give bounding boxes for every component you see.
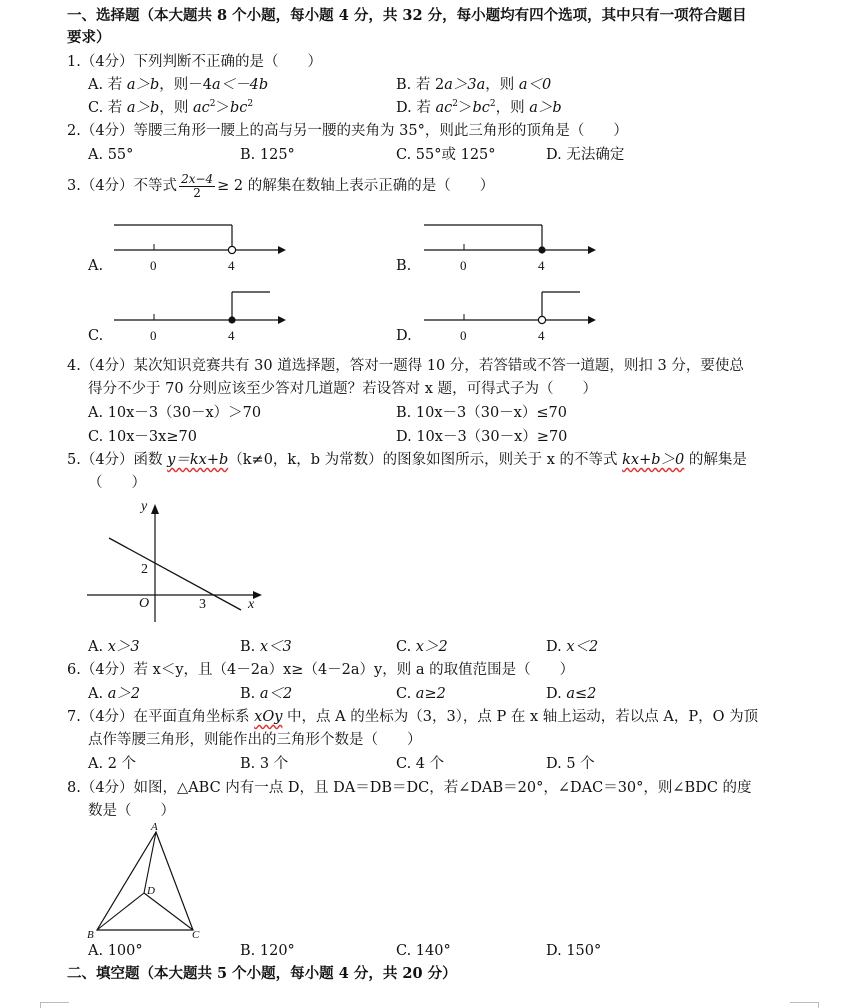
x-axis-arrow bbox=[253, 591, 262, 599]
y-axis-label: y bbox=[141, 499, 148, 514]
q7-option-a: A. 2 个 bbox=[88, 756, 137, 772]
open-point bbox=[538, 316, 545, 323]
tick-label-0: 0 bbox=[150, 258, 157, 273]
x-axis-label: x bbox=[248, 597, 255, 612]
q2-option-b: B. 125° bbox=[240, 147, 295, 163]
q8-option-a: A. 100° bbox=[88, 943, 143, 959]
tick-label-4: 4 bbox=[538, 258, 545, 273]
solid-point bbox=[228, 316, 235, 323]
q8-option-d: D. 150° bbox=[546, 943, 602, 959]
q3-numberline-c bbox=[110, 285, 285, 345]
q8-option-c: C. 140° bbox=[396, 943, 451, 959]
function-line bbox=[109, 538, 241, 610]
q3-numberline-d bbox=[420, 285, 595, 345]
vertex-b-label: B bbox=[87, 929, 94, 941]
q7-stem-cont: 点作等腰三角形，则能作出的三角形个数是（ ） bbox=[88, 732, 422, 748]
x-intercept-label: 3 bbox=[199, 597, 206, 612]
section2-title: 二、填空题（本大题共 5 个小题，每小题 4 分，共 20 分） bbox=[67, 965, 457, 982]
q1-option-d: D. 若 $ac^2>bc^2$，则 a＞b bbox=[396, 99, 562, 116]
q1-stem: 1.（4分）下列判断不正确的是（ ） bbox=[67, 54, 323, 70]
section-title: 一、选择题（本大题共 8 个小题，每小题 4 分，共 32 分，每小题均有四个选项，其中只有一项符合题目 bbox=[67, 7, 747, 24]
q5-option-a: A. x＞3 bbox=[88, 639, 140, 655]
segment-db bbox=[97, 893, 144, 930]
q3-numberline-b bbox=[420, 215, 595, 275]
q3-stem: 3.（4分）不等式 $\frac{2x-4}{2}$ ≥ 2 的解集在数轴上表示正确的是（ ） bbox=[67, 171, 495, 200]
q5-option-c: C. x＞2 bbox=[396, 639, 448, 655]
q3-option-d-label: D. bbox=[396, 328, 412, 344]
q5-graph bbox=[85, 500, 275, 625]
q8-option-b: B. 120° bbox=[240, 943, 295, 959]
tick-label-0: 0 bbox=[150, 328, 157, 343]
q6-option-b: B. a＜2 bbox=[240, 686, 293, 702]
q4-option-b: B. 10x－3（30－x）≤70 bbox=[396, 405, 567, 421]
q6-option-c: C. a≥2 bbox=[396, 686, 446, 702]
q4-option-c: C. 10x－3x≥70 bbox=[88, 429, 197, 445]
tick-label-4: 4 bbox=[538, 328, 545, 343]
page-corner-mark-left bbox=[40, 1002, 69, 1008]
q7-option-c: C. 4 个 bbox=[396, 756, 445, 772]
q3-fraction: $\frac{2x-4}{2}$ bbox=[181, 171, 214, 200]
q7-stem: 7.（4分）在平面直角坐标系 xOy 中，点 A 的坐标为（3，3），点 P 在 x 轴上运动，若以点 A，P，O 为顶 bbox=[67, 709, 759, 725]
tick-label-4: 4 bbox=[228, 328, 235, 343]
y-intercept-label: 2 bbox=[141, 562, 148, 577]
q3-option-c-label: C. bbox=[88, 328, 104, 344]
y-axis-arrow bbox=[151, 504, 159, 514]
q2-stem: 2.（4分）等腰三角形一腰上的高与另一腰的夹角为 35°，则此三角形的顶角是（ ） bbox=[67, 123, 628, 139]
q3-option-a-label: A. bbox=[88, 258, 104, 274]
q6-stem: 6.（4分）若 x＜y，且（4－2a）x≥（4－2a）y，则 a 的取值范围是（ ） bbox=[67, 662, 575, 678]
q8-triangle-figure bbox=[86, 820, 216, 942]
q3-option-b-label: B. bbox=[396, 258, 412, 274]
vertex-c-label: C bbox=[192, 929, 200, 941]
q2-option-d: D. 无法确定 bbox=[546, 147, 625, 163]
triangle-abc bbox=[97, 832, 193, 930]
q4-option-d: D. 10x－3（30－x）≥70 bbox=[396, 429, 568, 445]
q6-option-a: A. a＞2 bbox=[88, 686, 141, 702]
open-point bbox=[228, 246, 235, 253]
q6-option-d: D. a≤2 bbox=[546, 686, 597, 702]
q7-option-b: B. 3 个 bbox=[240, 756, 289, 772]
origin-label: O bbox=[139, 596, 150, 611]
section-title-cont: 要求） bbox=[67, 29, 111, 46]
q5-option-b: B. x＜3 bbox=[240, 639, 292, 655]
q2-option-a: A. 55° bbox=[88, 147, 134, 163]
q4-stem: 4.（4分）某次知识竞赛共有 30 道选择题，答对一题得 10 分，若答错或不答一道题，则扣 3 分，要使总 bbox=[67, 358, 744, 374]
tick-label-4: 4 bbox=[228, 258, 235, 273]
solid-point bbox=[538, 246, 545, 253]
q8-stem-cont: 数是（ ） bbox=[88, 803, 175, 819]
q2-option-c: C. 55°或 125° bbox=[396, 147, 496, 163]
vertex-a-label: A bbox=[151, 821, 158, 833]
tick-label-0: 0 bbox=[460, 258, 467, 273]
q1-option-a: A. 若 a＞b，则－4a＜－4b bbox=[88, 77, 269, 93]
q5-option-d: D. x＜2 bbox=[546, 639, 599, 655]
page-corner-mark-right bbox=[790, 1002, 819, 1008]
q7-option-d: D. 5 个 bbox=[546, 756, 595, 772]
q4-option-a: A. 10x－3（30－x）＞70 bbox=[88, 405, 262, 421]
q3-numberline-a bbox=[110, 215, 285, 275]
point-d-label: D bbox=[147, 885, 155, 897]
tick-label-0: 0 bbox=[460, 328, 467, 343]
q8-stem: 8.（4分）如图，△ABC 内有一点 D，且 DA＝DB＝DC，若∠DAB＝20°，∠DAC＝30°，则∠BDC 的度 bbox=[67, 780, 752, 796]
q5-stem-cont: （ ） bbox=[88, 475, 146, 491]
q1-option-c: C. 若 a＞b，则 $ac^2>bc^2$ bbox=[88, 99, 254, 116]
q4-stem-cont: 得分不少于 70 分则应该至少答对几道题？若设答对 x 题，可得式子为（ ） bbox=[88, 381, 598, 397]
q1-option-b: B. 若 2a＞3a，则 a＜0 bbox=[396, 77, 552, 93]
q5-stem: 5.（4分）函数 y＝kx+b（k≠0，k，b 为常数）的图象如图所示，则关于 x 的不等式 kx+b＞0 的解集是 bbox=[67, 452, 747, 468]
